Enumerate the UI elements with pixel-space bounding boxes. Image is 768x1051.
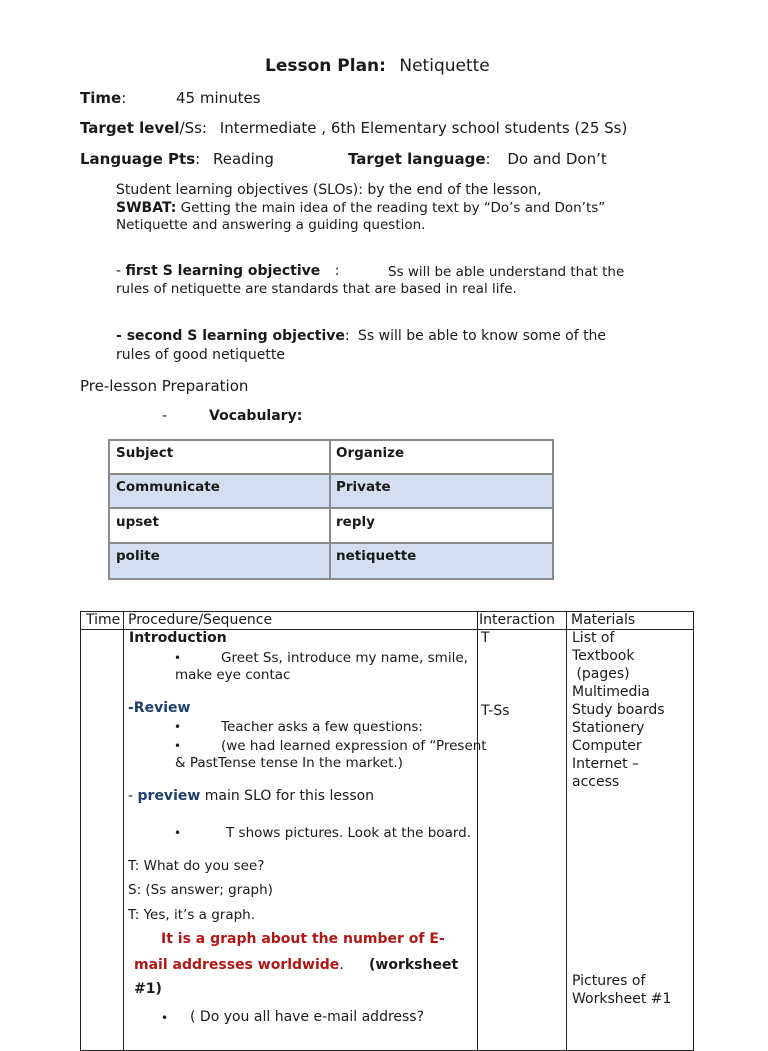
graph-red-2: mail addresses worldwide (134, 957, 340, 973)
col-divider (566, 612, 567, 1050)
title-topic: Netiquette (399, 56, 490, 76)
bullet-icon: • (174, 739, 182, 753)
time-colon: : (121, 89, 127, 107)
swbat-label: SWBAT: (116, 200, 177, 216)
second-objective (116, 328, 606, 344)
first-prefix: - (116, 263, 126, 279)
material-item: List of (572, 630, 615, 646)
page-title (265, 56, 490, 76)
col-divider (123, 612, 124, 1050)
dialog-line-3: T: Yes, it’s a graph. (128, 907, 256, 923)
intro-interaction: T (481, 630, 490, 646)
tlang-colon: : (485, 150, 491, 168)
vocab-cell: netiquette (336, 548, 417, 564)
review-bullet-2-cont: & PastTense tense In the market.) (175, 755, 403, 771)
vocab-cell: Subject (116, 445, 174, 461)
greet-line-1: Greet Ss, introduce my name, smile, (221, 650, 468, 666)
first-text-2: rules of netiquette are standards that are based in real life. (116, 281, 517, 297)
shows-pictures: T shows pictures. Look at the board. (226, 825, 472, 841)
first-colon: : (334, 263, 340, 279)
graph-period: . (339, 957, 344, 973)
language-line (80, 150, 274, 168)
bullet-icon: • (161, 1011, 169, 1025)
vocab-cell: polite (116, 548, 160, 564)
time-value: 45 minutes (176, 89, 261, 107)
worksheet-a: (worksheet (369, 957, 459, 973)
first-label: first S learning objective (125, 263, 321, 279)
preview-line (128, 788, 374, 804)
preview-prefix: - (128, 788, 138, 804)
slo-intro: Student learning objectives (SLOs): by the end of the lesson, (116, 182, 542, 198)
last-bullet-text: ( Do you all have e-mail address? (190, 1009, 425, 1025)
vocab-heading: Vocabulary: (209, 408, 303, 424)
review-bullet-1: Teacher asks a few questions: (221, 719, 423, 735)
second-colon: : (344, 328, 350, 344)
bullet-icon: • (174, 720, 182, 734)
material-item: Stationery (572, 720, 645, 736)
preview-rest: main SLO for this lesson (200, 788, 375, 804)
second-text-2: rules of good netiquette (116, 347, 286, 363)
dialog-line-2: S: (Ss answer; graph) (128, 882, 273, 898)
material-item: Textbook (572, 648, 635, 664)
header-materials: Materials (571, 612, 636, 628)
target-suffix: /Ss: (179, 119, 207, 137)
vocab-dash: - (162, 408, 168, 424)
tlang-label: Target language (348, 150, 486, 168)
target-label: Target level (80, 119, 180, 137)
material-item: Multimedia (572, 684, 650, 700)
material-item: Worksheet #1 (572, 991, 672, 1007)
vocab-row (110, 475, 552, 509)
bullet-icon: • (174, 826, 182, 840)
material-item: Pictures of (572, 973, 646, 989)
time-label: Time (80, 89, 122, 107)
intro-heading: Introduction (129, 630, 227, 646)
material-item: Internet – (572, 756, 640, 772)
review-heading: -Review (128, 700, 191, 716)
prelesson-heading: Pre-lesson Preparation (80, 377, 249, 395)
graph-line-2 (134, 957, 344, 973)
vocabulary-table (108, 439, 554, 580)
tlang-value: Do and Don’t (507, 150, 607, 168)
first-text: Ss will be able understand that the (388, 264, 625, 280)
vocab-row (110, 544, 552, 578)
graph-line-1: It is a graph about the number of E- (161, 931, 445, 947)
worksheet-b: #1) (134, 981, 162, 997)
language-value: Reading (212, 150, 274, 168)
swbat-line (116, 200, 605, 216)
greet-line-2: make eye contac (175, 667, 291, 683)
language-label: Language Pts (80, 150, 196, 168)
second-label: second S learning objective (126, 328, 345, 344)
material-item: Computer (572, 738, 642, 754)
header-procedure: Procedure/Sequence (128, 612, 273, 628)
material-item: access (572, 774, 620, 790)
swbat-text: Getting the main idea of the reading text by “Do’s and Don’ts” (180, 200, 606, 216)
first-objective (116, 263, 339, 279)
vocab-cell: upset (116, 514, 159, 530)
review-bullet-2: (we had learned expression of “Present (221, 738, 487, 754)
preview-word: preview (137, 788, 201, 804)
vocab-cell: Organize (336, 445, 405, 461)
review-interaction: T-Ss (481, 703, 510, 719)
bullet-icon: • (174, 651, 182, 665)
vocab-cell: Private (336, 479, 391, 495)
time-line (80, 89, 126, 107)
language-colon: : (195, 150, 201, 168)
header-interaction: Interaction (479, 612, 555, 628)
vocab-cell: reply (336, 514, 375, 530)
col-divider (477, 612, 478, 1050)
material-item: (pages) (572, 666, 630, 682)
title-prefix: Lesson Plan: (265, 56, 386, 76)
target-value: Intermediate , 6th Elementary school students (25 Ss) (219, 119, 628, 137)
target-language-line (348, 150, 607, 168)
vocab-divider (329, 441, 331, 578)
target-level-line (80, 119, 627, 137)
header-time: Time (86, 612, 121, 628)
material-item: Study boards (572, 702, 665, 718)
vocab-cell: Communicate (116, 479, 220, 495)
second-text: Ss will be able to know some of the (358, 328, 607, 344)
vocab-row (110, 510, 552, 544)
swbat-text-2: Netiquette and answering a guiding question. (116, 217, 426, 233)
second-prefix: - (116, 328, 127, 344)
dialog-line-1: T: What do you see? (128, 858, 265, 874)
vocab-row (110, 441, 552, 475)
